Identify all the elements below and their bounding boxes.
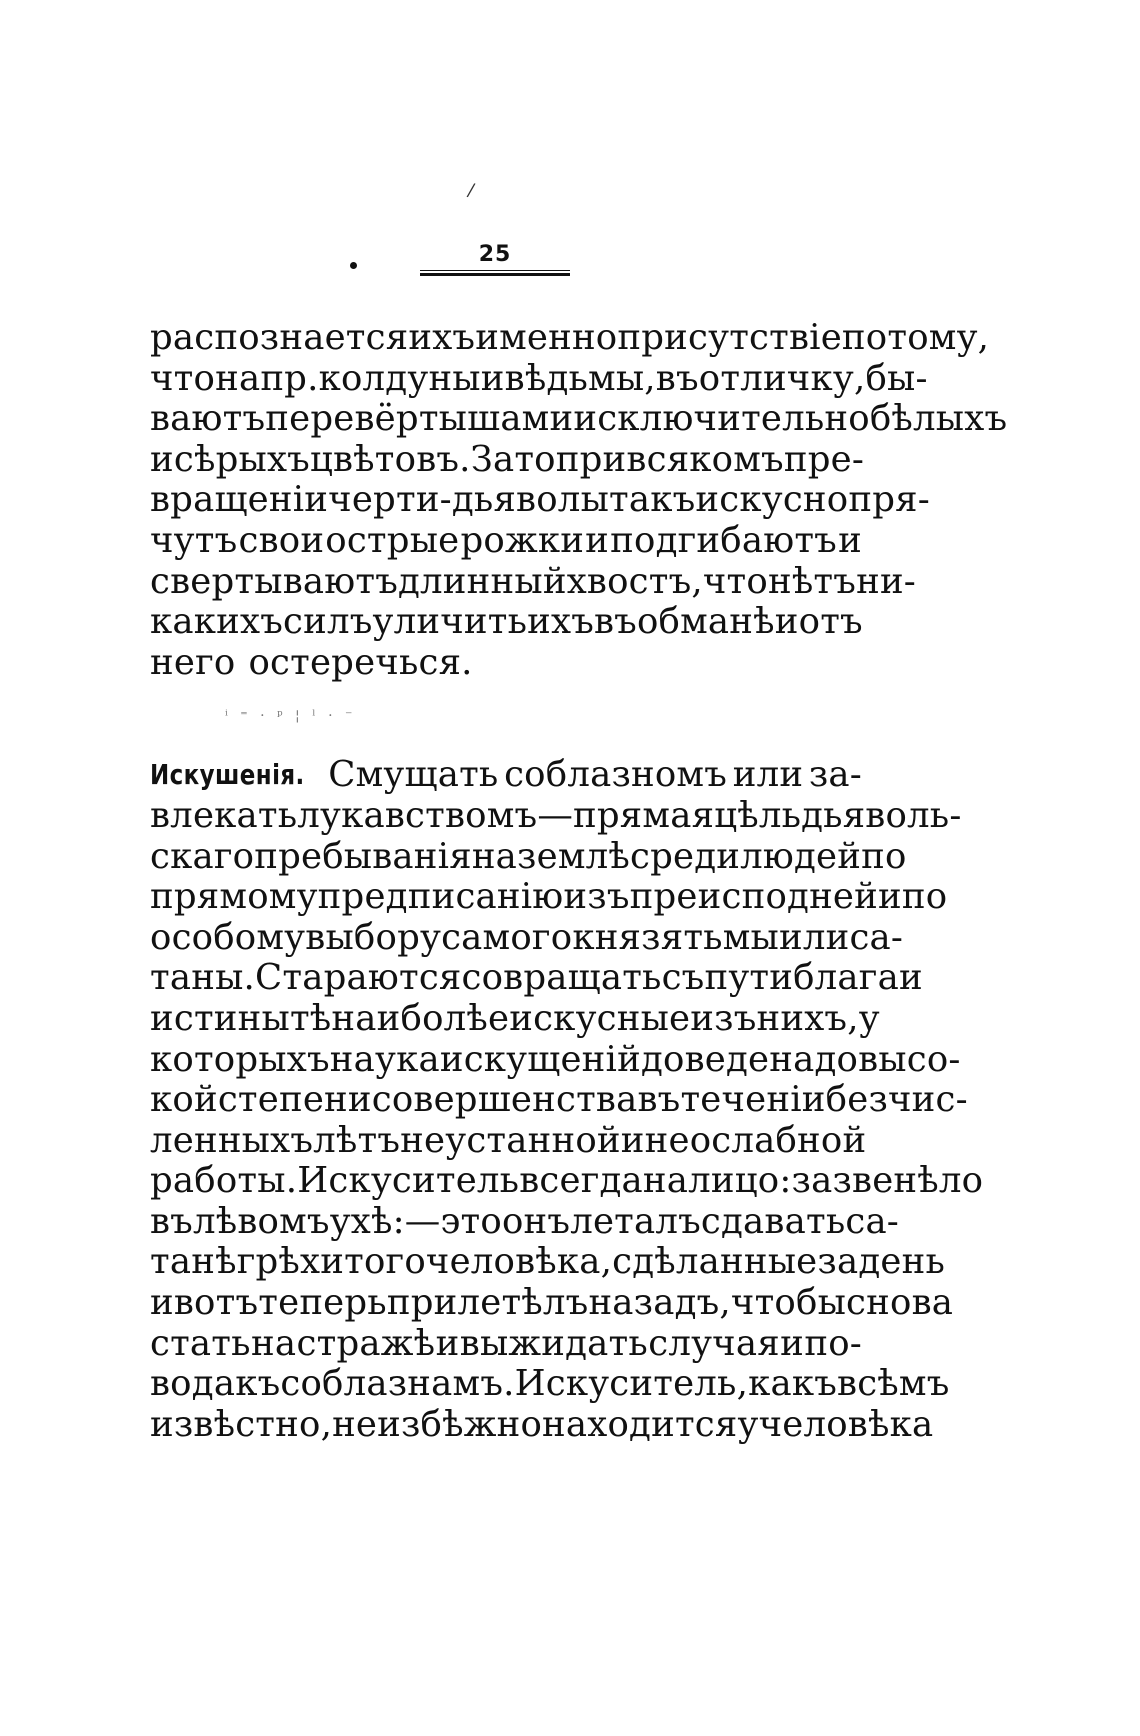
word: самого <box>441 916 573 958</box>
word: при <box>555 438 627 480</box>
word: пря- <box>848 479 930 521</box>
word: какъ <box>748 1363 838 1405</box>
word: по- <box>804 1322 862 1364</box>
word: степени <box>217 1079 372 1121</box>
word: и <box>150 438 174 480</box>
word: изъ <box>563 876 630 918</box>
word: пребыванія <box>254 835 472 877</box>
word: острые <box>325 519 460 561</box>
word: нихъ, <box>756 997 859 1039</box>
word: вотъ <box>173 1282 259 1324</box>
word: и <box>898 957 923 999</box>
header-rule-thin <box>420 270 570 271</box>
paragraph-temptations <box>150 754 984 1445</box>
word: рожки <box>460 519 585 561</box>
word: у <box>737 1403 759 1445</box>
word: сдавать <box>700 1200 846 1242</box>
word: лѣвомъ <box>192 1200 330 1242</box>
word: него <box>150 641 236 683</box>
word: день <box>858 1241 945 1283</box>
word: тѣ <box>289 997 332 1039</box>
word: свертываютъ <box>150 560 398 602</box>
word: перевёртышами <box>265 398 574 440</box>
word: дьяволь- <box>801 794 962 836</box>
text-line <box>150 916 904 959</box>
text-line <box>150 1324 862 1365</box>
word: всякомъ <box>626 438 784 480</box>
word: и <box>780 1322 805 1364</box>
word: безчис- <box>825 1079 968 1121</box>
word: работы. <box>150 1160 298 1202</box>
word: са- <box>845 1200 900 1242</box>
word: присутствіе <box>617 317 842 358</box>
word: выбору <box>305 916 442 958</box>
text-line <box>150 997 880 1040</box>
word: наиболѣе <box>331 997 510 1039</box>
text-line <box>150 794 962 837</box>
word: колдуны <box>318 357 481 399</box>
word: пре- <box>783 438 865 480</box>
word: соблазнамъ. <box>280 1363 515 1405</box>
word: хвостъ, <box>566 560 703 602</box>
word: стать <box>150 1322 251 1364</box>
word: въ <box>655 357 699 399</box>
word: свои <box>238 519 325 561</box>
word: ихъ <box>408 317 476 358</box>
word: Искуситель <box>297 1160 520 1202</box>
word: всегда <box>519 1160 643 1202</box>
stray-mark: / <box>465 179 477 202</box>
word: теперь <box>258 1282 387 1324</box>
word: налицо: <box>642 1160 792 1202</box>
word: именно <box>475 317 618 358</box>
text-line <box>150 1038 961 1081</box>
word: силъ <box>283 601 373 643</box>
text-line <box>150 755 862 796</box>
word: стражѣ <box>296 1322 436 1364</box>
word: ихъ <box>527 601 594 643</box>
word: соблазномъ <box>504 754 728 796</box>
word: нѣтъ <box>767 560 857 602</box>
word: отъ <box>798 601 863 643</box>
word: прямому <box>150 876 318 918</box>
word: вода <box>150 1363 236 1405</box>
word: что <box>702 560 768 602</box>
word: случая <box>648 1322 780 1364</box>
word: и <box>585 519 610 561</box>
word: искусные <box>509 997 691 1039</box>
text-line <box>150 1200 900 1243</box>
word: ваютъ <box>150 398 266 440</box>
section-heading: Искушенія. <box>150 758 305 792</box>
word: землѣ <box>517 835 630 877</box>
word: то <box>514 438 556 480</box>
word: лѣтъ <box>313 1119 401 1161</box>
header-rule-thick <box>420 273 570 276</box>
text-line <box>150 398 1008 440</box>
word: совращать <box>461 957 662 999</box>
text-line <box>150 521 862 562</box>
word: и <box>435 1322 460 1364</box>
word: и <box>480 357 505 399</box>
text-line <box>150 957 923 999</box>
text-line <box>150 1403 934 1446</box>
text-line <box>150 560 916 603</box>
word: князя <box>572 916 684 958</box>
page-number: 25 <box>478 242 512 267</box>
word: выжидать <box>459 1322 648 1364</box>
word: черти-дьяволы <box>328 479 610 521</box>
word: таны. <box>150 957 256 999</box>
text-line <box>150 835 907 878</box>
word: и <box>838 519 862 561</box>
word: ленныхъ <box>150 1119 314 1161</box>
text-line <box>150 479 930 521</box>
text-line <box>150 643 862 684</box>
word: теченіи <box>680 1079 826 1121</box>
text-line <box>150 1363 950 1405</box>
text-line <box>150 438 865 481</box>
body-text <box>150 317 1008 1445</box>
word: такъ <box>609 479 696 521</box>
word: людей <box>740 835 862 877</box>
text-line <box>150 1079 968 1121</box>
word: чтобы <box>730 1282 847 1324</box>
word: или <box>732 754 804 796</box>
word: наука <box>329 1038 440 1080</box>
word: назадъ, <box>588 1282 731 1324</box>
word: неослабной <box>644 1119 867 1161</box>
word: искусно <box>695 479 849 521</box>
word: скаго <box>150 835 255 877</box>
word: въ <box>150 1200 193 1242</box>
word: и <box>150 1282 174 1324</box>
word: истины <box>150 997 290 1039</box>
paragraph-gap <box>150 683 862 755</box>
word: неустанной <box>400 1119 621 1161</box>
text-line <box>150 876 948 918</box>
word: сдѣланные <box>612 1241 818 1283</box>
page-header <box>420 242 570 276</box>
word: тьмы <box>683 916 779 958</box>
word: находится <box>542 1403 738 1445</box>
text-line <box>150 1282 954 1324</box>
bullet-mark <box>350 262 357 269</box>
word: леталъ <box>570 1200 701 1242</box>
word: остеречься. <box>248 641 473 683</box>
word: преисподней <box>629 876 879 918</box>
word: чутъ <box>150 519 238 561</box>
word: извѣстно, <box>150 1403 333 1445</box>
word: обманѣ <box>636 601 775 643</box>
word: танѣ <box>150 1241 237 1283</box>
word: уличить <box>372 601 528 643</box>
word: исключительно <box>573 398 870 440</box>
word: За <box>470 438 515 480</box>
word: которыхъ <box>150 1038 330 1080</box>
word: какихъ <box>150 601 284 643</box>
word: отличку, <box>698 357 866 399</box>
text-line <box>150 1119 867 1162</box>
paragraph-demon-disguise <box>150 317 1008 683</box>
word: ни- <box>856 560 916 602</box>
word: ухѣ:—это <box>329 1200 502 1242</box>
scan-noise: ⁱ ⁼ · ᵖ ¦ ˡ · ⁻ <box>225 708 357 724</box>
word: зазвенѣло <box>791 1160 984 1202</box>
word: цвѣтовъ. <box>309 438 471 480</box>
word: того <box>344 1241 426 1283</box>
word: вращеніи <box>150 479 329 521</box>
word: что <box>150 357 216 399</box>
word: человѣка, <box>425 1241 613 1283</box>
word: цѣль <box>714 794 802 836</box>
word: подгибаютъ <box>610 519 837 561</box>
word: въ <box>593 601 637 643</box>
word: особому <box>150 916 306 958</box>
word: предписанію <box>317 876 564 918</box>
word: Искуситель, <box>514 1363 749 1405</box>
word: са- <box>849 916 904 958</box>
word: длинный <box>397 560 567 602</box>
word: высо- <box>858 1038 961 1080</box>
word: влекать <box>150 794 298 836</box>
word: вѣдьмы, <box>504 357 656 399</box>
word: или <box>778 916 850 958</box>
word: искущеній <box>439 1038 641 1080</box>
word: за- <box>808 754 862 796</box>
word: среди <box>630 835 741 877</box>
word: за <box>817 1241 859 1283</box>
word: лукавствомъ—прямая <box>297 794 715 836</box>
word: Стараются <box>255 957 462 999</box>
word: снова <box>846 1282 954 1324</box>
word: изъ <box>690 997 757 1039</box>
word: распознается <box>150 317 409 358</box>
word: Смущать <box>328 754 499 796</box>
word: блага <box>793 957 899 999</box>
word: съ <box>661 957 705 999</box>
word: прилетѣлъ <box>386 1282 589 1324</box>
word: напр. <box>215 357 319 399</box>
word: въ <box>637 1079 681 1121</box>
text-line <box>150 602 862 643</box>
word: на <box>250 1322 297 1364</box>
word: на <box>471 835 518 877</box>
word: неизбѣжно <box>332 1403 543 1445</box>
word: потому, <box>841 317 990 358</box>
word: до <box>814 1038 859 1080</box>
word: къ <box>235 1363 281 1405</box>
word: грѣхи <box>236 1241 345 1283</box>
word: пути <box>704 957 794 999</box>
text-line <box>150 317 990 359</box>
word: по <box>861 835 907 877</box>
text-line <box>150 1160 984 1202</box>
word: по <box>901 876 948 918</box>
word: всѣмъ <box>837 1363 950 1405</box>
word: кой <box>150 1079 218 1121</box>
word: человѣка <box>758 1403 934 1445</box>
word: бѣлыхъ <box>869 398 1008 440</box>
word: онъ <box>501 1200 571 1242</box>
text-line <box>150 1241 945 1283</box>
word: сѣрыхъ <box>173 438 310 480</box>
word: у <box>858 997 880 1039</box>
word: бы- <box>865 357 928 399</box>
word: и <box>774 601 799 643</box>
word: совершенства <box>371 1079 638 1121</box>
text-line <box>150 357 928 400</box>
word: и <box>620 1119 645 1161</box>
word: и <box>878 876 902 918</box>
word: доведена <box>640 1038 815 1080</box>
